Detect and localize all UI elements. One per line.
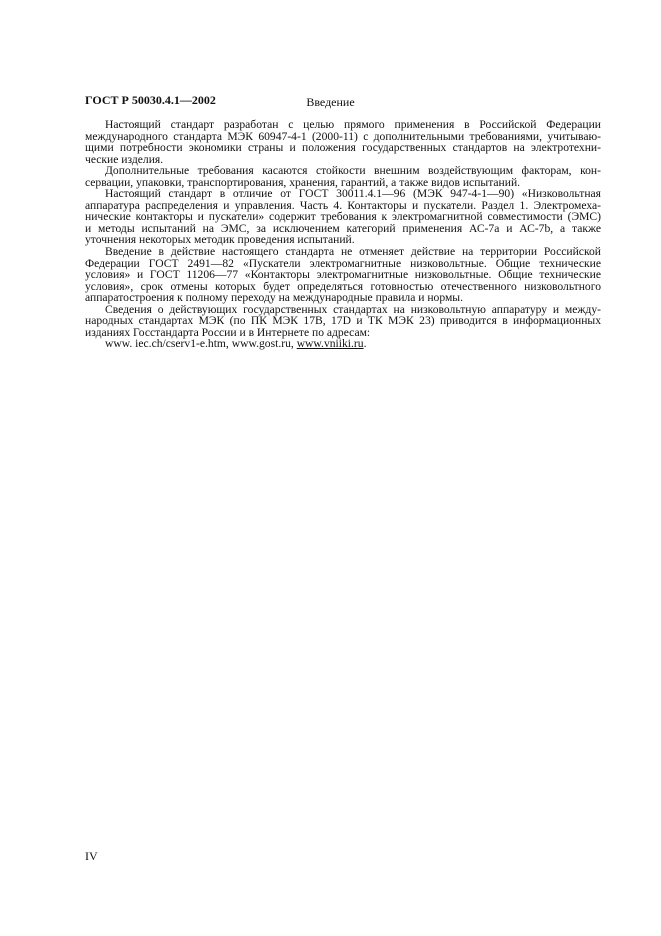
addresses-text: www. iec.ch/cserv1-e.htm, www.gost.ru, <box>105 337 297 351</box>
paragraph-2-line: сервации, упаковки, транспортирования, хранения, гарантий, а также видов испытаний. <box>85 175 521 189</box>
section-title: Введение <box>306 95 355 109</box>
paragraph-2-line: Дополнительные требования касаются стойкости внешним воздействующим факторам, кон- <box>105 164 601 178</box>
paragraph-4-line: условия» и ГОСТ 11206—77 «Контакторы электромагнитные низковольтные. Общие технические <box>85 268 601 282</box>
vniiki-link[interactable]: www.vniiki.ru <box>296 337 364 351</box>
paragraph-3-line: аппаратура распределения и управления. Часть 4. Контакторы и пускатели. Раздел 1. Электромеха- <box>85 198 601 212</box>
paragraph-3-line: Настоящий стандарт в отличие от ГОСТ 30011.4.1—96 (МЭК 947-4-1—90) «Низковольтная <box>105 187 601 201</box>
paragraph-5-line: изданиях Госстандарта России и в Интернете по адресам: <box>85 325 371 339</box>
paragraph-4-line: Федерации ГОСТ 2491—82 «Пускатели электромагнитные низковольтные. Общие технические <box>85 256 601 270</box>
paragraph-5-line: Сведения о действующих государственных стандартах на низковольтную аппаратуру и между- <box>105 302 601 316</box>
paragraph-3-line: и методы испытаний на ЭМС, за исключением категорий применения АС-7а и АС-7b, а также <box>85 221 601 235</box>
paragraph-1-line: ческие изделия. <box>85 152 164 166</box>
web-addresses-line <box>85 338 601 350</box>
document-code-header: ГОСТ Р 50030.4.1—2002 <box>85 93 216 107</box>
page-number: IV <box>85 849 98 863</box>
paragraph-1-line: Настоящий стандарт разработан с целью прямого применения в Российской Федерации <box>105 118 601 131</box>
document-body <box>85 119 601 350</box>
paragraph-5-line: народных стандартах МЭК (по ПК МЭК 17В, 17D и ТК МЭК 23) приводится в информационных <box>85 314 601 328</box>
paragraph-3-line: нические контакторы и пускатели» содержит требования к электромагнитной совместимости (ЭМС) <box>85 210 601 224</box>
addresses-end: . <box>363 337 367 351</box>
paragraph-3-line: уточнения некоторых методик проведения испытаний. <box>85 233 355 247</box>
paragraph-1-line: международного стандарта МЭК 60947-4-1 (2000-11) с дополнительными требованиями, учитываю- <box>85 129 601 143</box>
paragraph-1-line: щими потребности экономики страны и положения государственных стандартов на электротехни- <box>85 141 601 155</box>
paragraph-4-line: Введение в действие настоящего стандарта не отменяет действие на территории Российской <box>105 245 601 259</box>
paragraph-4-line: условия», срок отмены которых будет определяться готовностью отечественного низковольтного <box>85 279 601 293</box>
paragraph-4-line: аппаратостроения к полному переходу на международные правила и нормы. <box>85 291 463 305</box>
